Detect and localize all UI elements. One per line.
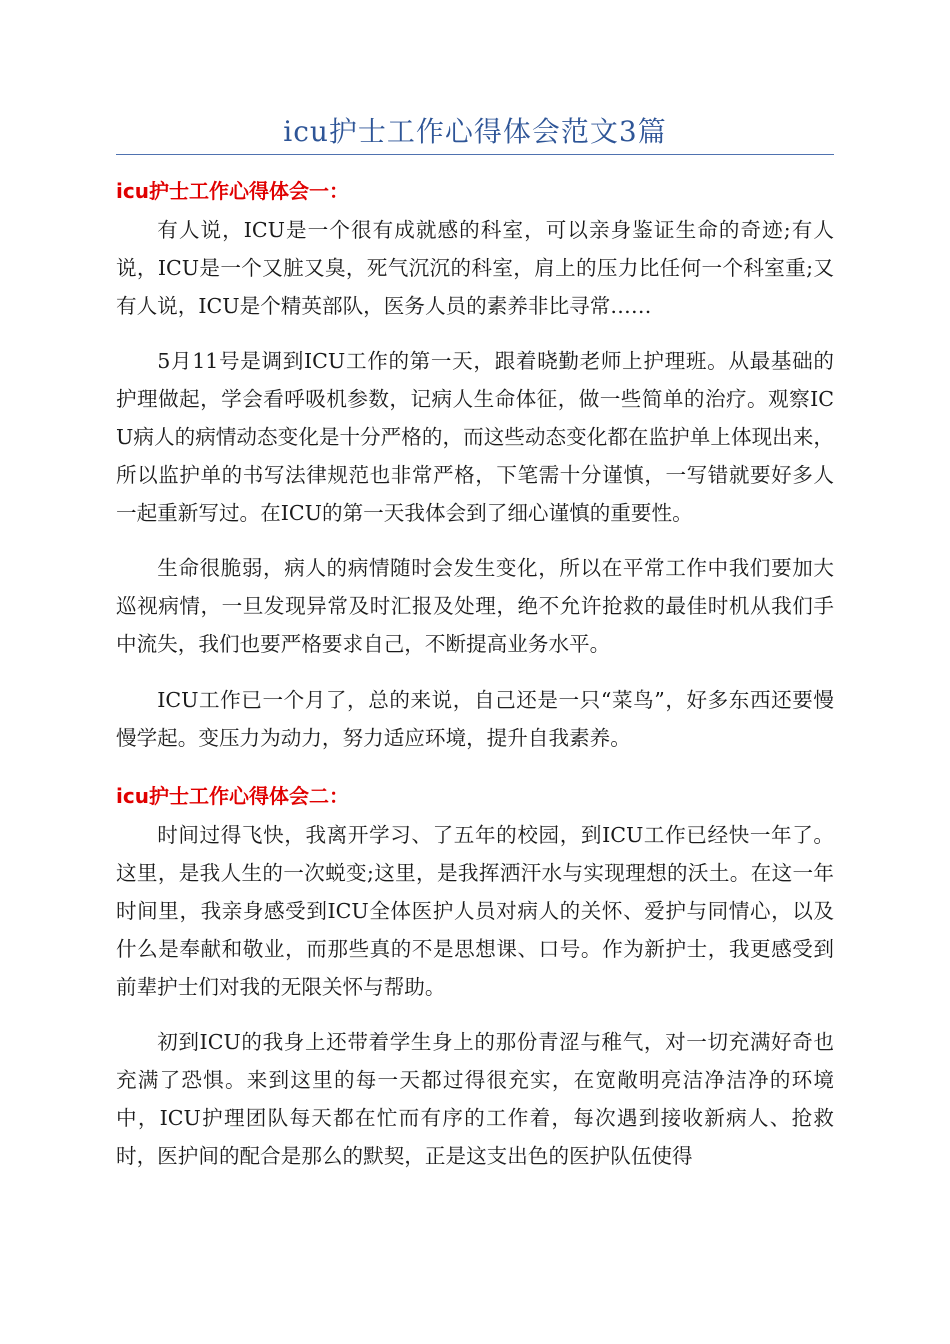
paragraph: ICU工作已一个月了，总的来说，自己还是一只“菜鸟”，好多东西还要慢慢学起。变压力为动力，努力适应环境，提升自我素养。 (116, 687, 834, 750)
document-body (116, 176, 834, 1194)
title-underline (116, 154, 834, 155)
section-heading: icu护士工作心得体会一： (116, 179, 349, 203)
section-1 (116, 176, 834, 757)
paragraph: 生命很脆弱，病人的病情随时会发生变化，所以在平常工作中我们要加大巡视病情，一旦发现异常及时汇报及处理，绝不允许抢救的最佳时机从我们手中流失，我们也要严格要求自己，不断提高业务水平。 (116, 556, 834, 656)
paragraph: 时间过得飞快，我离开学习、了五年的校园，到ICU工作已经快一年了。这里，是我人生的一次蜕变;这里，是我挥洒汗水与实现理想的沃土。在这一年时间里，我亲身感受到ICU全体医护人员对病人的关怀、爱护与同情心，以及什么是奉献和敬业，而那些真的不是思想课、口号。作为新护士，我更感受到前辈护士们对我的无限关怀与帮助。 (116, 823, 834, 999)
paragraph: 初到ICU的我身上还带着学生身上的那份青涩与稚气，对一切充满好奇也充满了恐惧。来到这里的每一天都过得很充实，在宽敞明亮洁净洁净的环境中，ICU护理团队每天都在忙而有序的工作着，每次遇到接收新病人、抢救时，医护间的配合是那么的默契，正是这支出色的医护队伍使得 (116, 1030, 834, 1168)
paragraph: 5月11号是调到ICU工作的第一天，跟着晓勤老师上护理班。从最基础的护理做起，学会看呼吸机参数，记病人生命体征，做一些简单的治疗。观察ICU病人的病情动态变化是十分严格的，而这些动态变化都在监护单上体现出来，所以监护单的书写法律规范也非常严格，下笔需十分谨慎，一写错就要好多人一起重新写过。在ICU的第一天我体会到了细心谨慎的重要性。 (116, 349, 834, 525)
document-title: icu护士工作心得体会范文3篇 (283, 115, 667, 148)
section-2 (116, 781, 834, 1175)
paragraph: 有人说，ICU是一个很有成就感的科室，可以亲身鉴证生命的奇迹;有人说，ICU是一个又脏又臭，死气沉沉的科室，肩上的压力比任何一个科室重;又有人说，ICU是个精英部队，医务人员的素养非比寻常…… (116, 218, 834, 318)
section-heading: icu护士工作心得体会二： (116, 784, 349, 809)
